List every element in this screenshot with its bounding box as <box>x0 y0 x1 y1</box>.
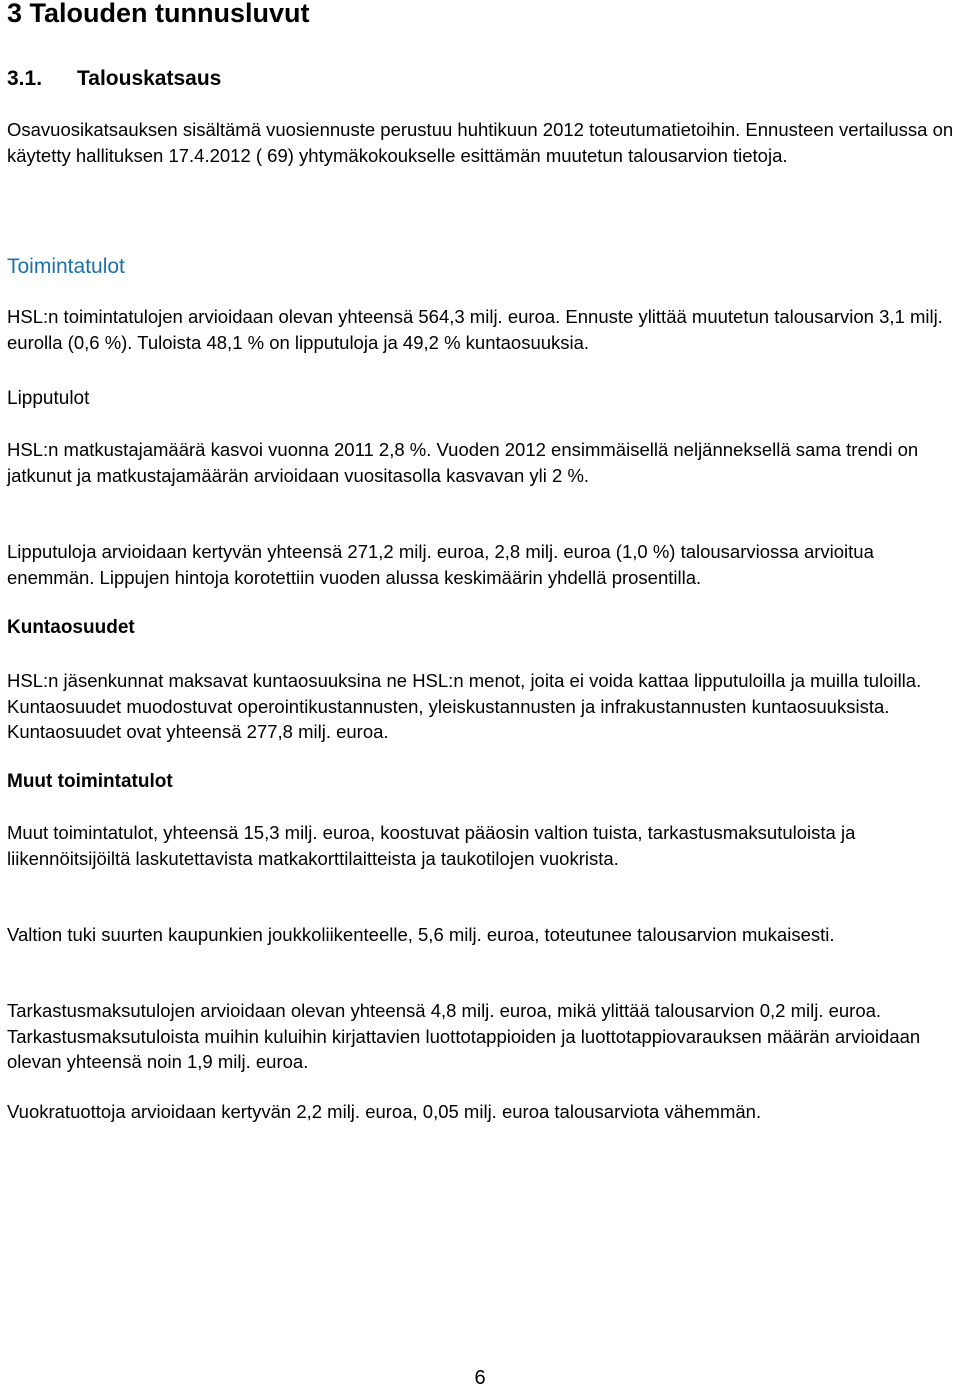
section-number: 3.1. <box>7 67 43 90</box>
lipputulot-paragraph-2: Lipputuloja arvioidaan kertyvän yhteensä 271,2 milj. euroa, 2,8 milj. euroa (1,0 %) talousarviossa arvioitua enemmän. Lippujen hintoja korotettiin vuoden alussa keskimäärin yhdellä prosentilla. <box>7 541 874 588</box>
lipputulot-heading: Lipputulot <box>7 388 90 409</box>
muut-paragraph-4: Vuokratuottoja arvioidaan kertyvän 2,2 milj. euroa, 0,05 milj. euroa talousarviota vähemmän. <box>7 1101 762 1122</box>
muut-heading: Muut toimintatulot <box>7 771 173 792</box>
muut-paragraph-1: Muut toimintatulot, yhteensä 15,3 milj. euroa, koostuvat pääosin valtion tuista, tarkastusmaksutuloista ja liikennöitsijöiltä laskutettavista matkakorttilaitteista ja taukotilojen vuokrista. <box>7 822 856 869</box>
page-number: 6 <box>474 1367 486 1389</box>
kuntaosuudet-heading: Kuntaosuudet <box>7 617 135 638</box>
chapter-heading: 3 Talouden tunnusluvut <box>7 0 310 28</box>
section-title: Talouskatsaus <box>77 67 222 90</box>
toimintatulot-paragraph: HSL:n toimintatulojen arvioidaan olevan yhteensä 564,3 milj. euroa. Ennuste ylittää muutetun talousarvion 3,1 milj. eurolla (0,6 %). Tuloista 48,1 % on lipputuloja ja 49,2 % kuntaosuuksia. <box>7 306 943 353</box>
lipputulot-paragraph-1: HSL:n matkustajamäärä kasvoi vuonna 2011 2,8 %. Vuoden 2012 ensimmäisellä neljänneksellä sama trendi on jatkunut ja matkustajamäärän arvioidaan vuositasolla kasvavan yli 2 %. <box>7 439 919 486</box>
muut-paragraph-2: Valtion tuki suurten kaupunkien joukkoliikenteelle, 5,6 milj. euroa, toteutunee talousarvion mukaisesti. <box>7 924 835 945</box>
toimintatulot-heading: Toimintatulot <box>7 255 125 278</box>
kuntaosuudet-paragraph: HSL:n jäsenkunnat maksavat kuntaosuuksina ne HSL:n menot, joita ei voida kattaa lipputuloilla ja muilla tuloilla. Kuntaosuudet muodostuvat operointikustannusten, yleiskustannusten ja infrakustannusten kuntaosuuksista. Kuntaosuudet ovat yhteensä 277,8 milj. euroa. <box>7 670 922 742</box>
intro-paragraph: Osavuosikatsauksen sisältämä vuosiennuste perustuu huhtikuun 2012 toteutumatietoihin. Ennusteen vertailussa on käytetty hallituksen 17.4.2012 ( 69) yhtymäkokoukselle esittämän muutetun talousarvion tietoja. <box>7 119 954 166</box>
muut-paragraph-3: Tarkastusmaksutulojen arvioidaan olevan yhteensä 4,8 milj. euroa, mikä ylittää talousarvion 0,2 milj. euroa. Tarkastusmaksutuloista muihin kuluihin kirjattavien luottotappioiden ja luottotappiovarauksen määrän arvioidaan olevan yhteensä noin 1,9 milj. euroa. <box>7 1000 921 1072</box>
section-heading <box>7 66 956 92</box>
